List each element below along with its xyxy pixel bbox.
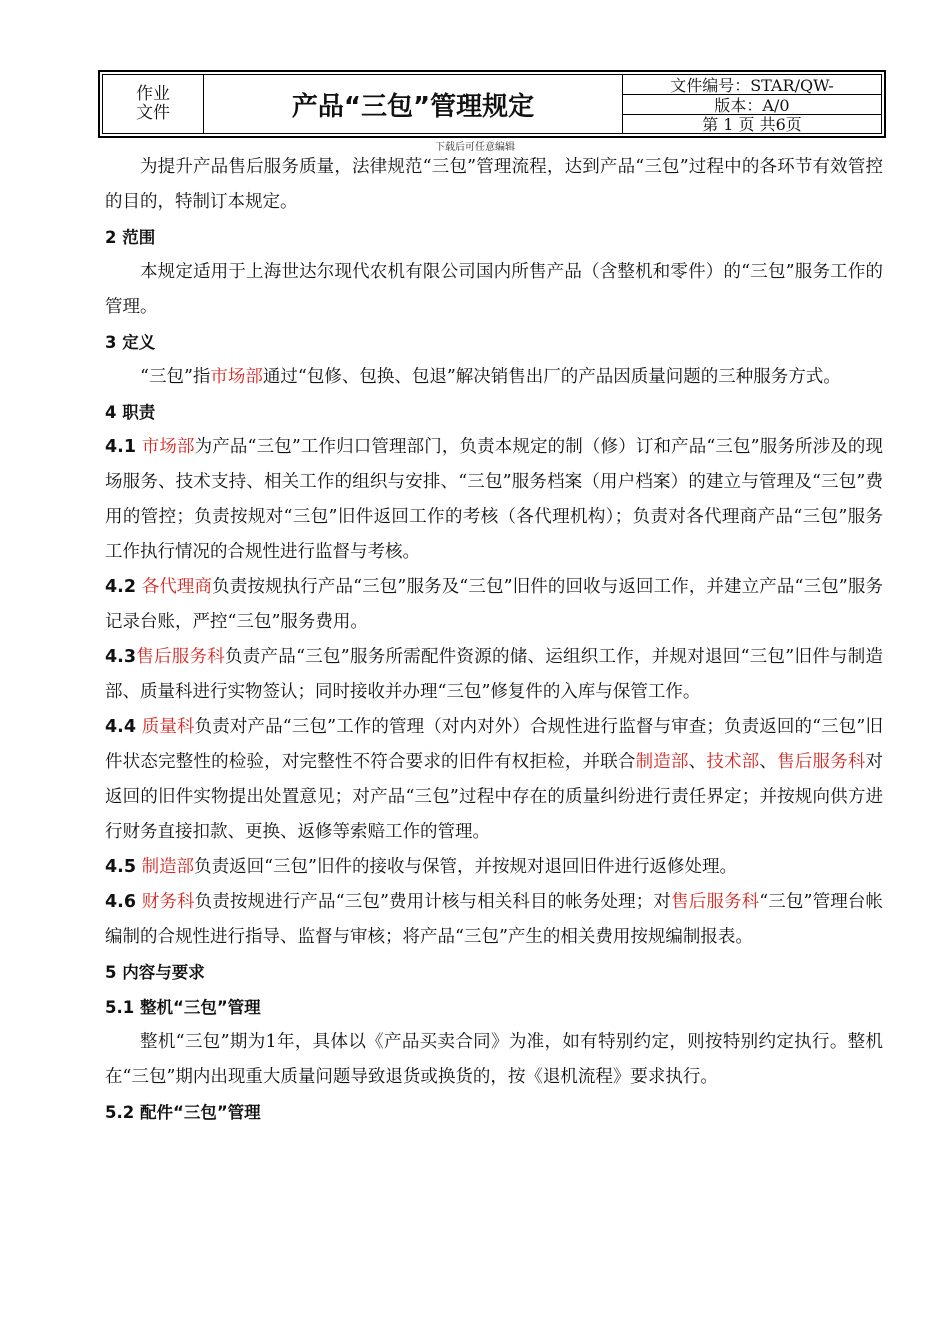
item-4-4	[105, 710, 883, 850]
dept-market: 市场部	[210, 367, 263, 387]
item-4-5-dept: 制造部	[141, 857, 195, 877]
item-4-4-text-b: 对返回的旧件实物提出处置意见；对产品“三包”过程中存在的质量纠纷进行责任界定；并按规向供方进行财务直接扣款、更换、返修等索赔工作的管理。	[105, 752, 884, 842]
item-4-5-num: 4.5	[105, 857, 137, 877]
section-5-1-text: 整机“三包”期为1年，具体以《产品买卖合同》为准，如有特别约定，则按特别约定执行。整机在“三包”期内出现重大质量问题导致退货或换货的，按《退机流程》要求执行。	[105, 1032, 883, 1087]
item-4-3	[105, 640, 883, 710]
section-3-text	[105, 360, 883, 395]
section-5-heading: 5 内容与要求	[105, 963, 205, 982]
item-4-6-text-a: 负责按规进行产品“三包”费用计核与相关科目的帐务处理；对	[194, 892, 672, 912]
item-4-1-text: 为产品“三包”工作归口管理部门，负责本规定的制（修）订和产品“三包”服务所涉及的现场服务、技术支持、相关工作的组织与安排、“三包”服务档案（用户档案）的建立与管理及“三包”费用的管控；负责按规对“三包”旧件返回工作的考核（各代理机构）；负责对各代理商产品“三包”服务工作执行情况的合规性进行监督与考核。	[105, 437, 883, 562]
item-4-4-text-a: 负责对产品“三包”工作的管理（对内对外）合规性进行监督与审查；负责返回的“三包”旧件状态完整性的检验，对完整性不符合要求的旧件有权拒检，并联合	[105, 717, 883, 772]
section-2-heading: 2 范围	[105, 228, 156, 247]
item-4-3-num: 4.3	[105, 647, 137, 667]
section-3-heading: 3 定义	[105, 333, 156, 352]
document-body	[105, 150, 883, 1130]
item-4-4-dept: 质量科	[141, 717, 195, 737]
doc-type-cell	[103, 75, 204, 133]
header-table	[98, 70, 886, 138]
s3-post: 通过“包修、包换、包退”解决销售出厂的产品因质量问题的三种服务方式。	[262, 367, 841, 387]
item-4-5	[105, 850, 883, 885]
item-4-6-num: 4.6	[105, 892, 137, 912]
item-4-3-dept: 售后服务科	[136, 647, 226, 667]
item-4-1	[105, 430, 883, 570]
section-4-heading: 4 职责	[105, 403, 156, 422]
item-4-2-dept: 各代理商	[141, 577, 213, 597]
item-4-2	[105, 570, 883, 640]
item-4-4-dept-d: 售后服务科	[777, 752, 866, 772]
page-number: 第 1 页 共6页	[623, 114, 881, 133]
section-5-2-heading: 5.2 配件“三包”管理	[105, 1103, 261, 1122]
doc-number: 文件编号：STAR/QW-	[670, 76, 834, 96]
item-4-3-text: 负责产品“三包”服务所需配件资源的储、运组织工作，并规对退回“三包”旧件与制造部、质量科进行实物签认；同时接收并办理“三包”修复件的入库与保管工作。	[105, 647, 883, 702]
doc-type-line2: 文件	[136, 103, 170, 123]
doc-version: 版本：A/0	[623, 94, 881, 113]
item-4-6-dept: 财务科	[141, 892, 195, 912]
section-2-text: 本规定适用于上海世达尔现代农机有限公司国内所售产品（含整机和零件）的“三包”服务工作的管理。	[105, 262, 883, 317]
doc-type-line1: 作业	[136, 84, 170, 104]
item-4-6	[105, 885, 883, 955]
s3-pre: “三包”指	[140, 367, 211, 387]
item-4-4-sep-c: 、	[759, 752, 778, 772]
item-4-6-text-b: “三包”管理台帐编制的合规性进行指导、监督与审核；将产品“三包”产生的相关费用按规编制报表。	[105, 892, 883, 947]
item-4-6-dept-b: 售后服务科	[671, 892, 760, 912]
item-4-2-text: 负责按规执行产品“三包”服务及“三包”旧件的回收与返回工作，并建立产品“三包”服务记录台账，严控“三包”服务费用。	[105, 577, 883, 632]
item-4-4-sep-b: 、	[688, 752, 707, 772]
item-4-2-num: 4.2	[105, 577, 137, 597]
section-5-1-heading: 5.1 整机“三包”管理	[105, 998, 261, 1017]
intro-paragraph: 为提升产品售后服务质量，法律规范“三包”管理流程，达到产品“三包”过程中的各环节有效管控的目的，特制订本规定。	[105, 157, 883, 212]
item-4-4-dept-c: 技术部	[706, 752, 760, 772]
doc-info-cell	[623, 75, 881, 133]
document-title: 产品“三包”管理规定	[204, 75, 623, 133]
item-4-4-dept-b: 制造部	[635, 752, 689, 772]
edit-note: 下载后可任意编辑	[435, 142, 515, 153]
item-4-1-num: 4.1	[105, 437, 137, 457]
item-4-4-num: 4.4	[105, 717, 137, 737]
item-4-5-text: 负责返回“三包”旧件的接收与保管，并按规对退回旧件进行返修处理。	[194, 857, 737, 877]
item-4-1-dept: 市场部	[141, 437, 195, 457]
